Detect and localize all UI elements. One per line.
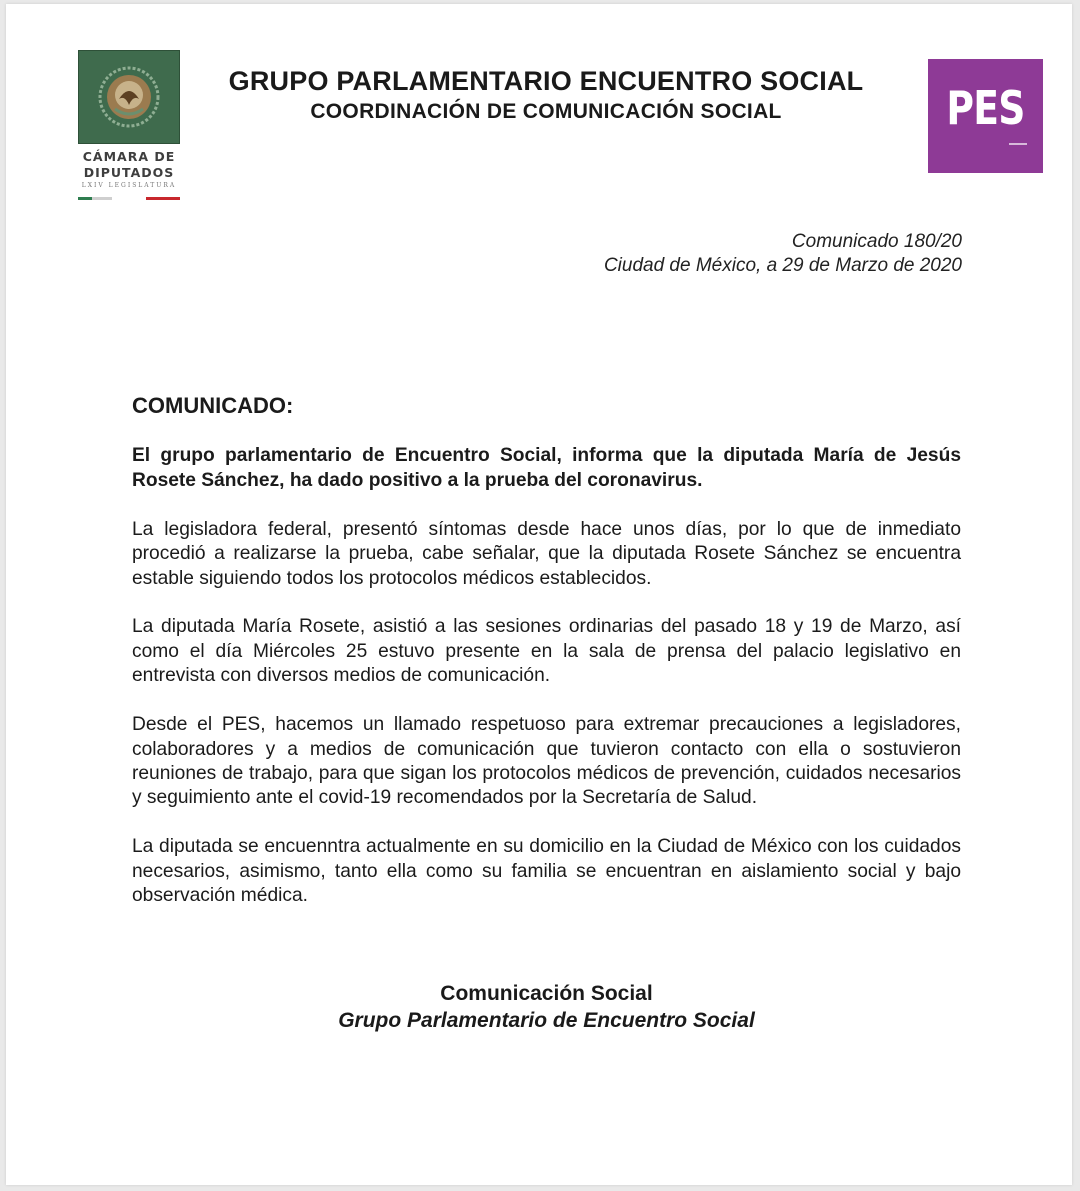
header-subtitle: COORDINACIÓN DE COMUNICACIÓN SOCIAL [310, 100, 782, 123]
lead-paragraph: El grupo parlamentario de Encuentro Social, informa que la diputada María de Jesús Rosete Sánchez, ha dado positivo a la prueba del coronavirus. [132, 445, 961, 491]
flag-green-stripe [78, 197, 92, 200]
pes-logo [928, 59, 1043, 173]
body-paragraph: Desde el PES, hacemos un llamado respetuoso para extremar precauciones a legisladores, colaboradores y a medios de comunicación que tuvieron contacto con ella o sostuvieron reuniones de trabajo, para que sigan los protocolos médicos de prevención, cuidados necesarios y seguimiento ante el covid-19 recomendados por la Secretaría de Salud. [132, 714, 961, 809]
header-title: GRUPO PARLAMENTARIO ENCUENTRO SOCIAL [228, 66, 864, 96]
body-paragraph: La legisladora federal, presentó síntomas desde hace unos días, por lo que de inmediato procedió a realizarse la prueba, cabe señalar, que la diputada Rosete Sánchez se encuentra estable siguiendo todos los protocolos médicos establecidos. [132, 518, 961, 589]
body-heading: COMUNICADO: [132, 393, 294, 418]
signature-department: Comunicación Social [440, 982, 653, 1005]
place-date: Ciudad de México, a 29 de Marzo de 2020 [603, 255, 962, 276]
pes-logo-mark [1009, 143, 1027, 145]
signature-organization: Grupo Parlamentario de Encuentro Social [338, 1009, 755, 1032]
legislatura-label: LXIV LEGISLATURA [81, 182, 177, 189]
communique-number: Comunicado 180/20 [791, 231, 962, 252]
pes-logo-text: PES [946, 81, 1025, 135]
document-meta [604, 230, 962, 278]
flag-white-stripe [92, 197, 112, 200]
camara-label: CÁMARA DE [82, 149, 176, 164]
signature-block [132, 980, 961, 1034]
document-body [132, 394, 961, 933]
body-paragraph: La diputada se encuenntra actualmente en su domicilio en la Ciudad de México con los cuidados necesarios, asimismo, tanto ella como su familia se encuentran en aislamiento social y bajo observación médica. [132, 836, 961, 907]
flag-red-stripe [146, 197, 180, 200]
mexican-coat-of-arms-icon [78, 50, 180, 144]
diputados-label: DIPUTADOS [83, 165, 175, 180]
body-paragraph: La diputada María Rosete, asistió a las sesiones ordinarias del pasado 18 y 19 de Marzo, así como el día Miércoles 25 estuvo presente en la sala de prensa del palacio legislativo en entrevista con diversos medios de comunicación. [132, 616, 961, 687]
flag-color-strip [78, 197, 180, 200]
